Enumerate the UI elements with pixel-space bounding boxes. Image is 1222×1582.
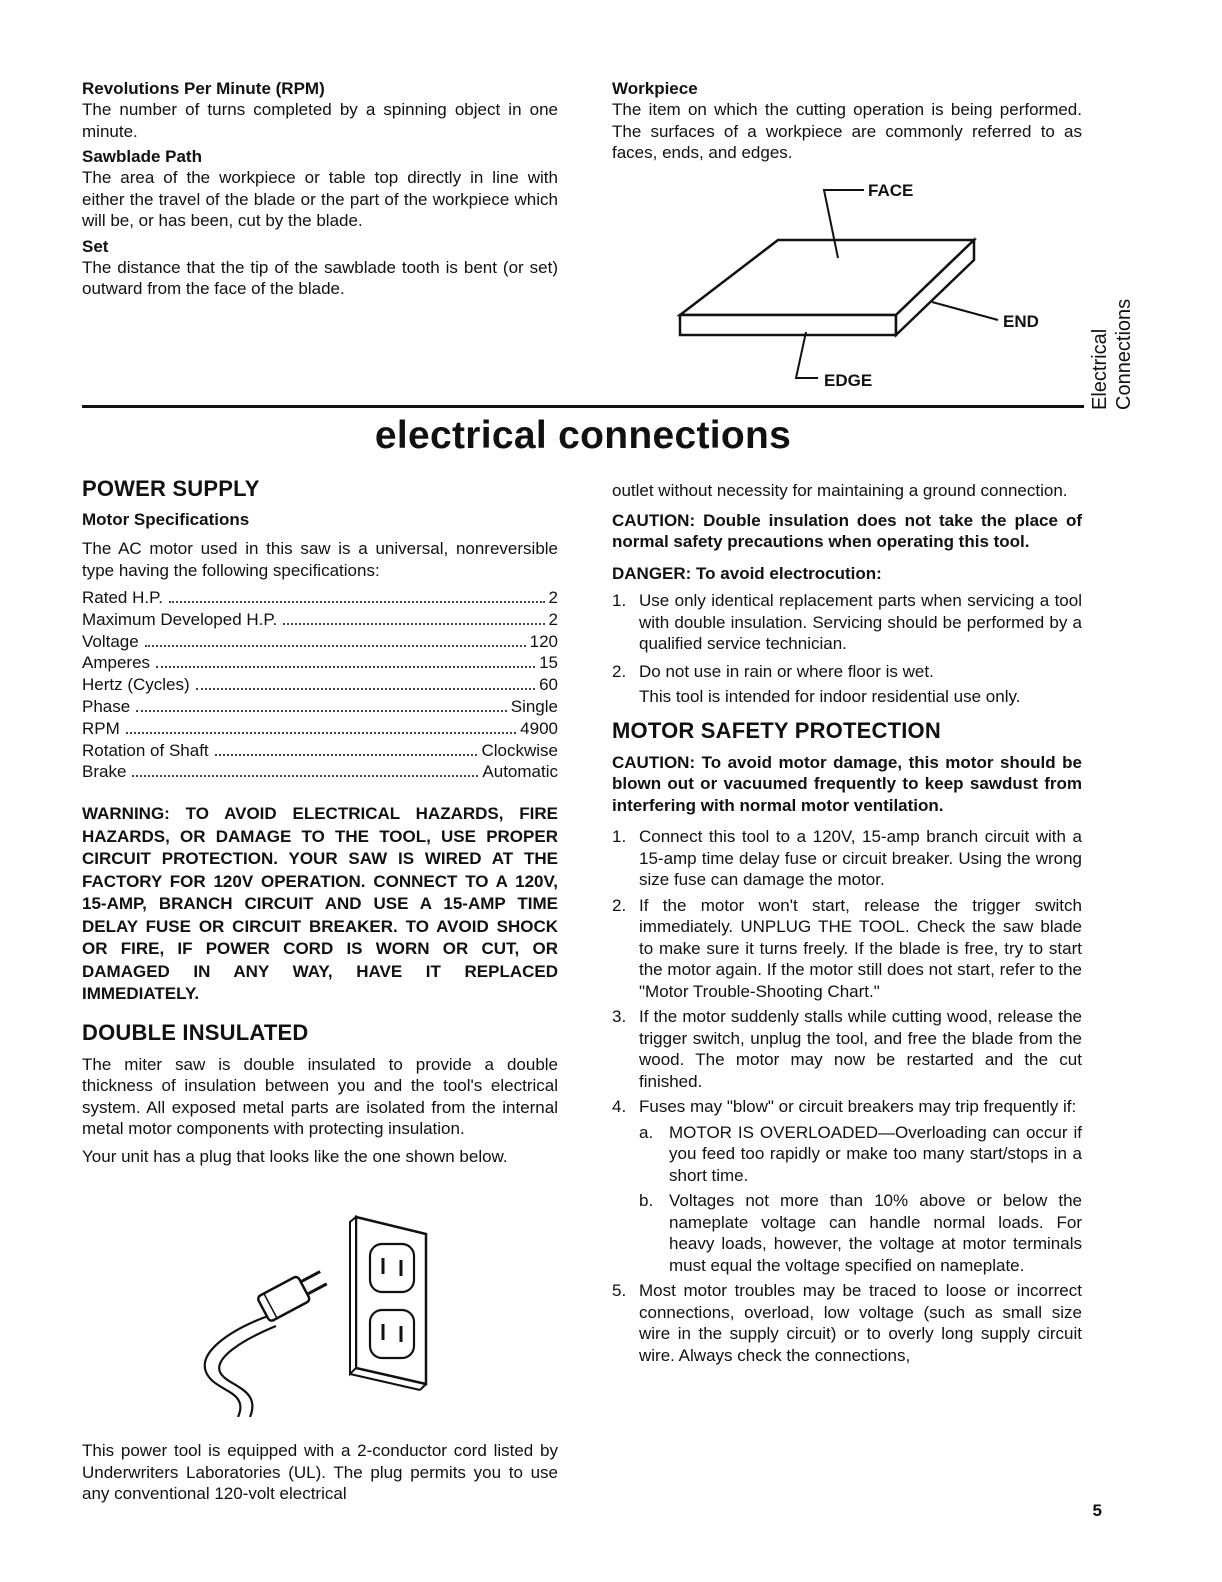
spec-label: Maximum Developed H.P. <box>82 609 278 629</box>
spec-label: RPM <box>82 718 120 738</box>
spec-row <box>82 631 558 653</box>
end-leader-line <box>932 302 998 320</box>
workpiece-front-edge <box>680 315 896 335</box>
power-cord-outline <box>219 1326 276 1417</box>
power-supply-section <box>82 476 558 1167</box>
sub-list-item: a. MOTOR IS OVERLOADED—Overloading can occur if you feed too rapidly or make too many start/stops in a short time. <box>639 1122 1082 1185</box>
plug <box>257 1265 330 1322</box>
upper-receptacle <box>370 1244 414 1292</box>
double-insulated-continued: outlet without necessity for maintaining a ground connection. <box>612 481 1068 500</box>
section-title: electrical connections <box>374 414 792 457</box>
spec-value: 15 <box>539 653 558 673</box>
glossary-left <box>82 78 558 300</box>
list-item: 4. Fuses may "blow" or circuit breakers may trip frequently if: a. MOTOR IS OVERLOADED—Overloading can occur if you feed too rapidly or make too many start/stops in a short time. b. Voltages not more than 10% above or below the nameplate voltage can handle normal loads. For heavy loads, however, the voltage at motor terminals must equal the voltage specified on nameplate. <box>612 1097 1082 1275</box>
edge-leader-line <box>796 332 818 378</box>
spec-value: Automatic <box>482 762 558 782</box>
term-workpiece: Workpiece <box>612 79 698 98</box>
list-item: 2. Do not use in rain or where floor is wet. <box>612 661 934 681</box>
lower-receptacle <box>370 1310 414 1358</box>
spec-value: 2 <box>548 588 558 607</box>
definition-sawblade-path: The area of the workpiece or table top directly in line with either the travel of the blade or the part of the workpiece which will be, or has been, cut by the blade. <box>82 168 558 230</box>
spec-label: Voltage <box>82 631 139 651</box>
term-rpm: Revolutions Per Minute (RPM) <box>82 79 325 98</box>
indoor-use-note: This tool is intended for indoor residential use only. <box>639 687 1021 706</box>
outlet-plate-side <box>350 1217 356 1374</box>
motor-safety-heading: MOTOR SAFETY PROTECTION <box>612 717 941 743</box>
workpiece-diagram <box>660 170 1080 400</box>
spec-value: 2 <box>548 609 558 629</box>
spec-label: Amperes <box>82 653 151 673</box>
glossary-right <box>612 78 1082 164</box>
definition-rpm: The number of turns completed by a spinning object in one minute. <box>82 100 558 141</box>
term-set: Set <box>82 236 109 256</box>
right-column <box>612 480 1082 1370</box>
power-supply-heading: POWER SUPPLY <box>82 476 260 501</box>
double-insulated-para: The miter saw is double insulated to provide a double thickness of insulation between you and the tool's electrical system. All exposed metal parts are isolated from the internal metal motor components with protecting insulation. <box>82 1054 558 1139</box>
motor-specifications-heading: Motor Specifications <box>82 510 250 529</box>
plug-outlet-illustration <box>190 1212 440 1417</box>
motor-caution: CAUTION: To avoid motor damage, this motor should be blown out or vacuumed frequently to keep sawdust from interfering with normal motor ventilation. <box>612 752 1082 815</box>
spec-label: Rated H.P. <box>82 588 163 607</box>
list-item: 3. If the motor suddenly stalls while cutting wood, release the trigger switch, unplug the tool, and free the blade from the wood. The motor may now be restarted and the cut finished. <box>612 1007 1082 1091</box>
spec-label: Phase <box>82 696 131 716</box>
list-item: 5. Most motor troubles may be traced to loose or incorrect connections, overload, low voltage (such as small size wire in the supply circuit) or to overly long supply circuit wire. Always check the connections, <box>612 1281 1082 1365</box>
spec-label: Hertz (Cycles) <box>82 675 190 695</box>
spec-row <box>82 761 558 783</box>
page-number: 5 <box>1092 1501 1102 1520</box>
outlet-plate-bottom-corner <box>420 1384 426 1390</box>
spec-row <box>82 587 558 609</box>
definition-set: The distance that the tip of the sawblade tooth is bent (or set) outward from the face of the blade. <box>82 257 558 298</box>
spec-value: 120 <box>529 631 558 651</box>
double-insulation-caution: CAUTION: Double insulation does not take the place of normal safety precautions when operating this tool. <box>612 510 1082 551</box>
plug-intro: Your unit has a plug that looks like the one shown below. <box>82 1146 508 1166</box>
term-sawblade-path: Sawblade Path <box>82 147 202 166</box>
spec-label: Brake <box>82 762 127 782</box>
list-item: 1. Connect this tool to a 120V, 15-amp branch circuit with a 15-amp time delay fuse or circuit breaker. Using the wrong size fuse can damage the motor. <box>612 827 1082 889</box>
spec-row <box>82 740 558 762</box>
label-end: END <box>1003 312 1039 331</box>
definition-workpiece: The item on which the cutting operation is being performed. The surfaces of a workpiece are commonly referred to as faces, ends, and edges. <box>612 100 1082 162</box>
spec-row <box>82 609 558 631</box>
side-tab-line-2: Connections <box>1113 298 1135 410</box>
electrical-warning: WARNING: TO AVOID ELECTRICAL HAZARDS, FIRE HAZARDS, OR DAMAGE TO THE TOOL, USE PROPER CIRCUIT PROTECTION. YOUR SAW IS WIRED AT THE FACTORY FOR 120V OPERATION. CONNECT TO A 120V, 15-AMP, BRANCH CIRCUIT AND USE A 15-AMP TIME DELAY FUSE OR CIRCUIT BREAKER. TO AVOID SHOCK OR FIRE, IF POWER CORD IS WORN OR CUT, OR DAMAGED IN ANY WAY, HAVE IT REPLACED IMMEDIATELY. <box>82 804 558 1004</box>
spec-row <box>82 718 558 740</box>
list-item: 1. Use only identical replacement parts when servicing a tool with double insulation. Servicing should be performed by a qualified service technician. <box>612 591 1082 653</box>
spec-row <box>82 652 558 674</box>
spec-row <box>82 696 558 718</box>
motor-intro: The AC motor used in this saw is a universal, nonreversible type having the following specifications: <box>82 539 558 580</box>
spec-value: Clockwise <box>481 740 558 760</box>
danger-heading: DANGER: To avoid electrocution: <box>612 563 882 583</box>
sub-list-item: b. Voltages not more than 10% above or below the nameplate voltage can handle normal loads. For heavy loads, however, the voltage at motor terminals must equal the voltage specified on nameplate. <box>639 1191 1082 1275</box>
spec-value: 60 <box>539 675 558 695</box>
spec-row <box>82 674 558 696</box>
spec-value: 4900 <box>520 718 558 738</box>
double-insulated-heading: DOUBLE INSULATED <box>82 1019 309 1045</box>
motor-safety-list <box>612 826 1082 1366</box>
spec-value: Single <box>510 696 558 716</box>
side-tab-line-1: Electrical <box>1089 328 1111 410</box>
label-edge: EDGE <box>824 371 873 390</box>
power-cord <box>205 1316 268 1417</box>
list-item: 2. If the motor won't start, release the trigger switch immediately. UNPLUG THE TOOL. Check the saw blade to make sure it turns freely. If the blade is free, try to start the motor again. If the motor still does not start, refer to the "Motor Trouble-Shooting Chart." <box>612 895 1082 1001</box>
label-face: FACE <box>868 181 914 200</box>
spec-list <box>82 587 558 783</box>
plug-description: This power tool is equipped with a 2-conductor cord listed by Underwriters Laboratories (UL). The plug permits you to use any conventional 120-volt electrical <box>82 1441 558 1503</box>
spec-label: Rotation of Shaft <box>82 740 209 760</box>
side-tab <box>1088 280 1136 410</box>
section-rule <box>82 405 1084 408</box>
danger-list <box>612 590 1082 682</box>
